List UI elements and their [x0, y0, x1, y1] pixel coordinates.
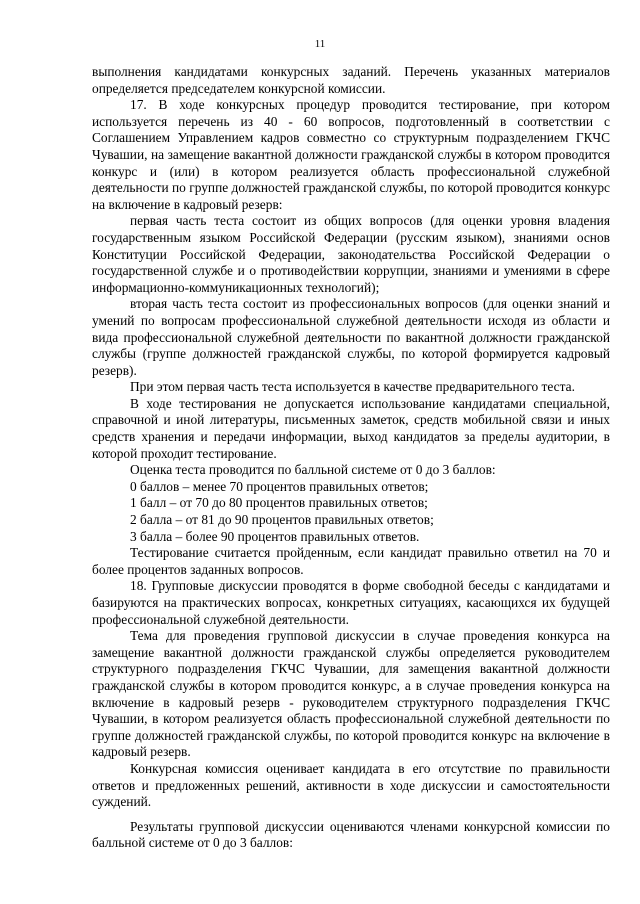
document-body — [92, 64, 610, 852]
paragraph-test-part-one: первая часть теста состоит из общих вопросов (для оценки уровня владения государственным языком Российской Федерации (русским языком), знаниями основ Конституции Российской Федерации, законодательства Российской Федерации о государственной службе и о противодействии коррупции, знаниями и умениями в сфере информационно-коммуникационных технологий); — [92, 213, 610, 295]
page-number: 11 — [314, 38, 326, 50]
paragraph-continuation: выполнения кандидатами конкурсных заданий. Перечень указанных материалов определяется председателем конкурсной комиссии. — [92, 64, 610, 96]
score-item-3: 3 балла – более 90 процентов правильных ответов. — [130, 528, 420, 544]
paragraph-preliminary-test: При этом первая часть теста используется в качестве предварительного теста. — [130, 379, 575, 395]
paragraph-17-testing: 17. В ходе конкурсных процедур проводится тестирование, при котором используется перечень из 40 - 60 вопросов, подготовленный в соответствии с Соглашением Управлением кадров совместно со структурным подразделением ГКЧС Чувашии, на замещение вакантной должности гражданской службы в котором проводится конкурс и (или) в котором реализуется область профессиональной служебной деятельности по группе должностей гражданской службы, по которой проводится конкурс на включение в кадровый резерв: — [92, 97, 610, 212]
paragraph-test-passed: Тестирование считается пройденным, если кандидат правильно ответил на 70 и более процентов заданных вопросов. — [92, 545, 610, 577]
score-item-0: 0 баллов – менее 70 процентов правильных ответов; — [130, 478, 429, 494]
score-item-2: 2 балла – от 81 до 90 процентов правильных ответов; — [130, 512, 434, 528]
score-item-1: 1 балл – от 70 до 80 процентов правильных ответов; — [130, 495, 428, 511]
paragraph-scoring-intro: Оценка теста проводится по балльной системе от 0 до 3 баллов: — [130, 462, 496, 478]
paragraph-18-group-discussion: 18. Групповые дискуссии проводятся в форме свободной беседы с кандидатами и базируются на практических вопросах, конкретных ситуациях, касающихся их будущей профессиональной служебной деятельности. — [92, 578, 610, 627]
paragraph-commission-evaluation: Конкурсная комиссия оценивает кандидата в его отсутствие по правильности ответов и предложенных решений, активности в ходе дискуссии и самостоятельности суждений. — [92, 760, 610, 810]
paragraph-discussion-results: Результаты групповой дискуссии оцениваются членами конкурсной комиссии по балльной системе от 0 до 3 баллов: — [92, 818, 610, 851]
paragraph-test-part-two: вторая часть теста состоит из профессиональных вопросов (для оценки знаний и умений по вопросам профессиональной служебной деятельности исходя из области и вида профессиональной служебной деятельности по вакантной должности гражданской службы (группе должностей гражданской службы, по которой формируется кадровый резерв). — [92, 296, 610, 378]
paragraph-discussion-topic: Тема для проведения групповой дискуссии в случае проведения конкурса на замещение вакантной должности гражданской службы определяется руководителем структурного подразделения ГКЧС Чувашии, для замещения вакантной должности гражданской службы в котором проводится конкурс, а в случае проведения конкурса на включение в кадровый резерв - руководителем структурного подразделения ГКЧС Чувашии, в котором реализуется область профессиональной служебной деятельности по группе должностей гражданской службы, по которой проводится конкурс на включение в кадровый резерв. — [92, 628, 610, 760]
paragraph-spacer — [92, 811, 610, 819]
paragraph-testing-restrictions: В ходе тестирования не допускается использование кандидатами специальной, справочной и иной литературы, письменных заметок, средств мобильной связи и иных средств хранения и передачи информации, выход кандидатов за пределы аудитории, в которой проходит тестирование. — [92, 395, 610, 461]
